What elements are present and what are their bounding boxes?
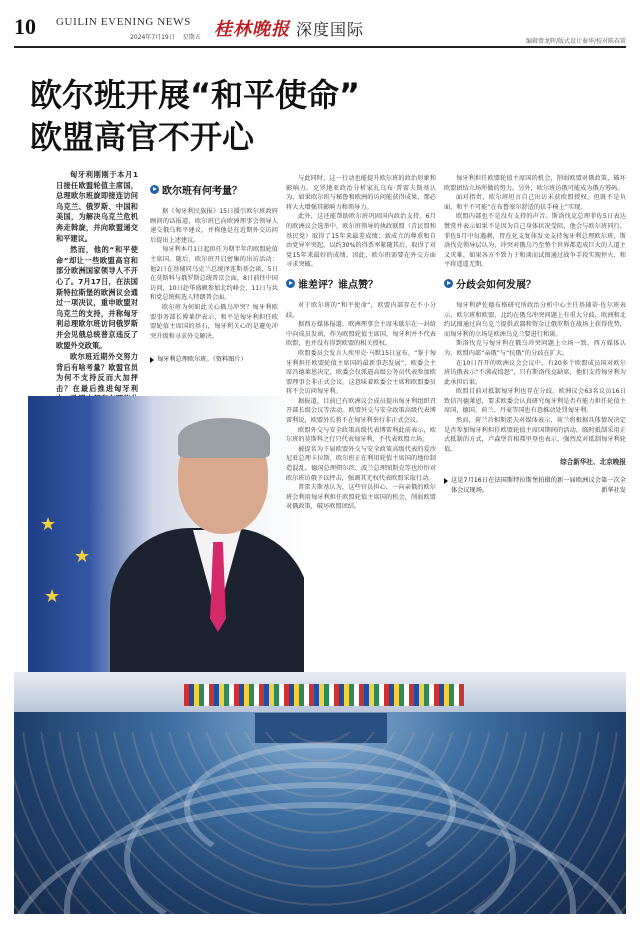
play-bullet-icon: [444, 279, 453, 288]
flag-row: [184, 684, 464, 706]
paper-name-english: GUILIN EVENING NEWS: [56, 16, 191, 28]
chamber-caption: [444, 476, 626, 495]
body-paragraph: 欧尔班为何如此关心俄乌冲突？匈牙利欧盟事务部长博莱伊表示，和平是匈牙利担任欧盟轮值主席国的基石，匈牙利关心的是避免冲突升级和寻求外交解决。: [150, 303, 278, 340]
body-paragraph: 匈牙利担任欧盟轮值主席国的机会，削弱欧盟对俄政策，破坏欧盟团结立场所做的努力。另外，欧尔班访俄可能成为俄方筹码。: [444, 175, 626, 192]
page-number: 10: [14, 14, 36, 39]
lead-column: [56, 170, 138, 417]
play-bullet-icon: [286, 279, 295, 288]
masthead-divider: [14, 46, 626, 48]
parliament-chamber-photo: [14, 672, 626, 914]
body-paragraph: 与此同时，这一行动也能提升欧尔班的政治形象和影响力。克罗地亚政治分析家扎乌布·普雷夫斯基认为，如果欧尔班与秘鲁和欧洲的访问能获得成果，那必将大大增强其影响力和领导力。: [286, 175, 436, 211]
article-column-4: [444, 174, 626, 495]
body-paragraph: 匈牙利本月1日起担任为期半年的欧盟轮值主席国。随后，欧尔班开启密集的出访活动：他2日在基辅同乌克兰总统泽连斯基会谈，5日在莫斯科与俄罗斯总统普京会面，8日前往中国访问，10日赴华盛顿参加北约峰会，11日与共和党总统候选人特朗普会面。: [150, 246, 278, 302]
article-column-3: [286, 174, 436, 512]
lead-paragraph: 欧尔班近期外交努力背后有啥考量？欧盟官员为何不支持反而大加抨击？在最后推进匈牙利: [56, 352, 138, 393]
body-paragraph: 据《匈牙利民族报》15日援引欧尔班政府顾问的话报道，欧尔班已向欧洲理事会领导人递交俄乌和平建议，并称他是在近期外交访问后提出上述建议。: [150, 208, 278, 244]
editor-credits: 编辑曾龙晖/版式设计秦华/校对陈春雷: [525, 38, 626, 45]
lead-paragraph: 匈牙利刚刚于本月1日接任欧盟轮值主席国，总理欧尔班旋即接连访问乌克兰、俄罗斯、中国和美国，为解决乌克兰危机奔走斡旋，并向欧盟递交和平建议。: [56, 170, 138, 243]
section-heading-3: [444, 276, 626, 291]
lead-paragraph: 然而，他的“和平使命”却让一些欧盟高官和部分欧洲国家领导人不开心了。7月17日，在法国斯特拉斯堡的欧洲议会通过一项决议，重申欧盟对乌克兰的支持，并称匈牙利总理欧尔班访问俄罗斯并会见俄总统普京违反了欧盟外交政策。: [56, 245, 138, 350]
issue-date: [130, 32, 207, 41]
body-paragraph: 对于欧尔班的“和平使命”，欧盟内部存在不小分歧。: [286, 301, 436, 319]
caption-text: 匈牙利总理欧尔班。（资料图片）: [157, 356, 247, 364]
body-paragraph: 欧盟目前对抵制匈牙利也存在分歧。欧洲议会63名议员16日致信冯德莱恩，要求欧委会认真研究匈牙利是否有能力担任轮值主席国，德国、荷兰、丹麦等国也有意推动处罚匈牙利。: [444, 388, 626, 415]
caption-body: 这是7月16日在法国斯特拉斯堡拍摄的新一届欧洲议会第一次全体会议现场。: [451, 477, 626, 494]
paper-name-chinese: 桂林晚报: [214, 19, 290, 40]
body-paragraph: 匈牙利萨佐德布格研究所政治分析中心主任基辅蒂·佐尔班表示，欧尔班和欧盟，北约在俄乌冲突问题上有重大分歧，欧洲和北约试图通过向乌克兰提供武器和资金让俄罗斯在战场上获得优势，而匈牙利的立场是欧洲乌克兰要进行和谈。: [444, 301, 626, 338]
portrait-caption: [150, 355, 278, 365]
section-heading-text: 谁差评？谁点赞？: [298, 279, 378, 291]
headline-line-1: 欧尔班开展“和平使命”: [30, 76, 361, 114]
portrait-photo: [28, 396, 304, 672]
section-heading-text: 分歧会如何发展？: [456, 279, 536, 291]
body-paragraph: 在10日召开的欧洲议会会议中，有20多个欧盟成员国对欧尔班访俄表示“不满或愤怒”，只有斯洛伐克缺席，他们支持匈牙利为此承担后果。: [444, 359, 626, 386]
play-bullet-icon: [150, 185, 159, 194]
caption-arrow-icon: [444, 478, 448, 484]
caption-text: [451, 476, 626, 495]
body-paragraph: 普雷夫斯基认为，这些官员担心，一向亲俄的欧尔班会利用匈牙利担任欧盟轮值主席国的机会，削弱欧盟对俄政策，破坏欧盟团结。: [286, 484, 436, 511]
body-paragraph: 此外，这还能帮助欧尔班巩固国内政治支持。6月的欧洲议会选举中，欧尔班领导的执政联盟（青民盟和基民党）取得了15年来最差成绩；新成立的尊重和自由党异军突起，以约30%的得票率紧随其后，取得了对党15年来最好的成绩。因此，欧尔班需要在外交方面寻求突破。: [286, 213, 436, 269]
photo-credit: 新华社发: [601, 486, 626, 494]
body-paragraph: 据西方媒体报道，欧洲理事会主席米歇尔在一封给中向成员发函，作为欧盟轮值主席国，匈牙利并不代表欧盟，也并没有得到欧盟的相关授权。: [286, 321, 436, 348]
caption-arrow-icon: [150, 357, 154, 363]
body-paragraph: 欧盟外交与安全政策高级代表博雷利此前表示，欧尔班的莫斯科之行只代表匈牙利，不代表欧盟立场。: [286, 426, 436, 444]
section-heading-text: 欧尔班有何考量？: [162, 186, 242, 197]
eu-flag-star-icon: ★: [44, 586, 61, 607]
article-column-2: [150, 176, 278, 365]
weekday-text: 星期五: [182, 34, 201, 41]
headline: [30, 74, 590, 158]
headline-line-2: 欧盟高官不开心: [30, 118, 255, 156]
section-heading-1: [150, 182, 278, 197]
body-paragraph: 然而，荷兰首相斯霍夫对媒体表示，荷兰将根据具体情况决定是否参加匈牙利担任欧盟轮值主席国期间的活动，临时抵制采用正式抵制的方式，卢森堡首相弗里登也表示，强烈反对抵制匈牙利轮值。: [444, 417, 626, 453]
section-name: 深度国际: [296, 20, 365, 39]
eu-flag-star-icon: ★: [74, 546, 91, 567]
body-paragraph: 面对指责，欧尔班坦言自己出访未获欧盟授权，但既不是负面，和平不可能“在布鲁塞尔舒适的扶手椅上”实现。: [444, 194, 626, 211]
body-paragraph: 欧盟委员会发言人埃里克·马默15日宣布，“鉴于匈牙利担任欧盟轮值主席国的最新事态发展”，欧委会主席冯德莱恩决定，欧委会仅派遣高级公务员代表参加欧盟理事会非正式会议。这意味着欧委会主席和欧盟委员将不会访问匈牙利。: [286, 349, 436, 396]
section-heading-2: [286, 276, 436, 291]
hair-shape: [178, 418, 270, 458]
body-paragraph: 欧盟内部也不是没有支持的声音。斯洛伐克总理菲佐5日表达赞赏并表示如果不是因为自己身体状况受阻，他会与欧尔班同行。菲佐5月中旬遇刺，胃在化支复体发文支持匈牙利总理欧尔班，斯洛伐克领导层认为，冲突对俄乌乃至整个世界都造成巨大的人道主义灾难，如果各方不致力于和谈而试图通过战争手段实现停火，和平将遥遥无期。: [444, 213, 626, 269]
source-byline: 综合新华社、北京晚报: [560, 458, 626, 467]
eu-flag-star-icon: ★: [40, 514, 57, 535]
masthead: [0, 0, 640, 46]
body-paragraph: 斯洛伐克与匈牙利在俄乌冲突问题上立场一致。西方媒体认为，欧盟内部“亲俄”与“抗俄”的分歧在扩大。: [444, 340, 626, 357]
body-paragraph: 据报道，目前已有欧洲议会成员提出匈牙利组织召开部长级会议等活动。欧盟外交与安全政策高级代表博雷利说，欧盟外长将不在匈牙利举行非正式会议。: [286, 397, 436, 425]
seated-delegates: [14, 732, 626, 914]
body-paragraph: 被提名为下届欧盟外交与安全政策高级代表的爱沙尼亚总理卡拉斯，欧尔班正在利用轮值主席国的地位制造混乱。德国总理朔尔茨、波兰总理图斯克等也纷纷对欧尔班访俄予以抨击，强调其无权代表欧盟采取行动。: [286, 445, 436, 482]
date-text: 2024年7月19日: [130, 34, 175, 41]
